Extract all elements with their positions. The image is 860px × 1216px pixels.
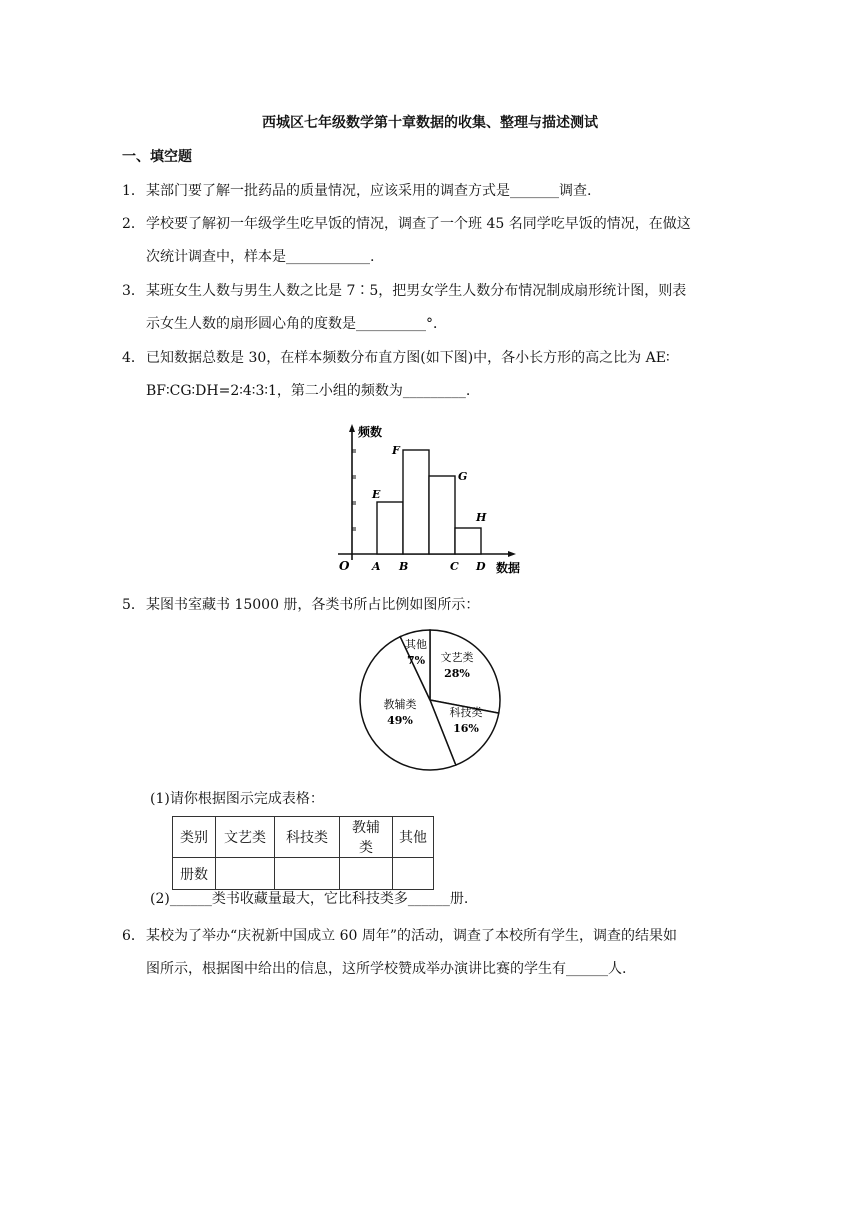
pie-label-keji: 科技类 (449, 706, 483, 719)
question-text: 某班女生人数与男生人数之比是 7∶5，把男女学生人数分布情况制成扇形统计图，则表 (146, 283, 687, 299)
question-4 (122, 349, 670, 367)
histogram-bar (429, 476, 455, 554)
answer-table (172, 816, 434, 890)
point-label-g: G (458, 470, 468, 483)
histogram-bar (455, 528, 481, 554)
question-3-cont: 示女生人数的扇形圆心角的度数是__________°． (146, 316, 447, 332)
y-axis-arrow (349, 424, 355, 432)
answer-cell[interactable] (340, 858, 393, 890)
question-text: 某图书室藏书 15000 册，各类书所占比例如图所示： (146, 597, 480, 613)
point-label-f: F (392, 444, 400, 457)
question-5-sub2: (2)______类书收藏量最大，它比科技类多______册. (150, 891, 469, 907)
point-label-e: E (372, 488, 381, 501)
table-header-cell: 文艺类 (216, 817, 275, 858)
question-text: 已知数据总数是 30，在样本频数分布直方图(如下图)中，各小长方形的高之比为 AE∶ (146, 350, 670, 366)
table-row (173, 858, 434, 890)
point-label-c: C (450, 560, 459, 573)
question-5 (122, 596, 479, 614)
pie-value-qita: 7% (406, 654, 426, 667)
question-3 (122, 282, 686, 300)
table-row (173, 817, 434, 858)
pie-value-jiaofu: 49% (387, 714, 413, 727)
origin-label: O (339, 559, 350, 573)
section-heading: 一、填空题 (122, 149, 192, 165)
histogram-bars (352, 450, 481, 554)
page-title: 西城区七年级数学第十章数据的收集、整理与描述测试 (262, 115, 598, 131)
question-6 (122, 927, 677, 945)
table-header-cell: 类别 (173, 817, 216, 858)
question-2 (122, 215, 691, 233)
table-header-cell: 科技类 (275, 817, 340, 858)
pie-slices (360, 630, 500, 770)
question-text: 某部门要了解一批药品的质量情况，应该采用的调查方式是_______调查. (146, 183, 592, 199)
pie-label-jiaofu: 教辅类 (383, 698, 417, 711)
point-label-b: B (399, 560, 409, 573)
table-header-cell: 其他 (393, 817, 434, 858)
table-header-cell: 教辅类 (340, 817, 393, 858)
question-number: 6． (122, 928, 145, 944)
point-label-a: A (372, 560, 381, 573)
pie-value-keji: 16% (453, 722, 479, 735)
histogram-bar (377, 502, 403, 554)
histogram-bar (403, 450, 429, 554)
book-category-pie-chart (350, 624, 520, 774)
question-number: 4． (122, 350, 145, 366)
answer-cell[interactable] (275, 858, 340, 890)
answer-cell[interactable] (216, 858, 275, 890)
x-axis-label: 数据 (496, 561, 521, 575)
point-label-d: D (476, 560, 486, 573)
x-axis-arrow (508, 551, 516, 557)
answer-cell[interactable] (393, 858, 434, 890)
pie-label-qita: 其他 (405, 638, 427, 651)
question-2-cont: 次统计调查中，样本是____________. (146, 249, 375, 265)
question-number: 5． (122, 597, 145, 613)
question-number: 3． (122, 283, 145, 299)
question-1 (122, 182, 591, 200)
question-text: 某校为了举办“庆祝新中国成立 60 周年”的活动，调查了本校所有学生，调查的结果如 (146, 928, 678, 944)
question-4-cont: BF∶CG∶DH=2∶4∶3∶1，第二小组的频数为_________. (146, 383, 471, 399)
question-6-cont: 图所示，根据图中给出的信息，这所学校赞成举办演讲比赛的学生有______人. (146, 961, 627, 977)
point-label-h: H (476, 511, 487, 524)
y-axis-label: 频数 (358, 425, 383, 439)
pie-value-wenyi: 28% (444, 667, 470, 680)
table-row-label: 册数 (173, 858, 216, 890)
question-text: 学校要了解初一年级学生吃早饭的情况，调查了一个班 45 名同学吃早饭的情况，在做这 (146, 216, 691, 232)
pie-label-wenyi: 文艺类 (440, 651, 474, 664)
question-number: 1． (122, 183, 145, 199)
frequency-histogram (330, 420, 530, 580)
question-5-sub1: (1)请你根据图示完成表格： (150, 791, 324, 807)
question-number: 2． (122, 216, 145, 232)
